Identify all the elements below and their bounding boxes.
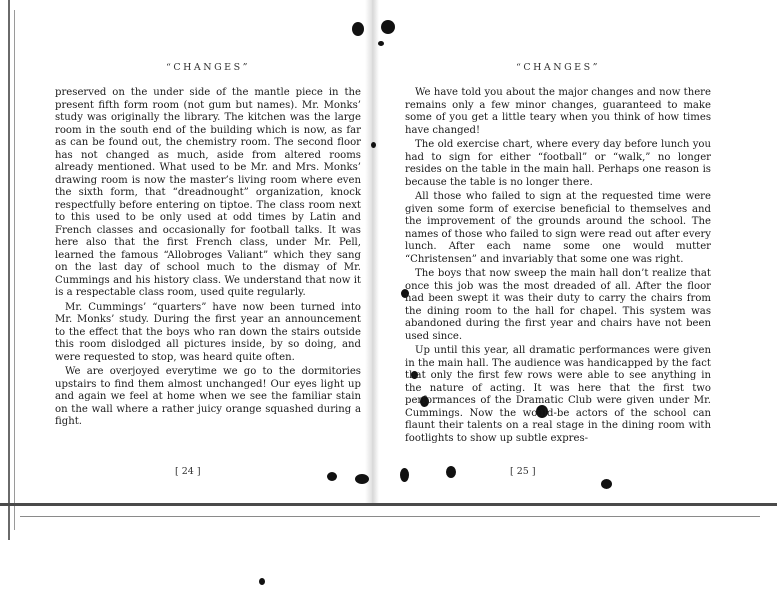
ink-blot (355, 474, 369, 484)
ink-blot (378, 41, 384, 46)
right-page (405, 62, 711, 445)
ink-blot (259, 578, 265, 585)
ink-blot (381, 20, 395, 34)
paragraph: We have told you about the major changes and now there remains only a few minor changes, guaranteed to make some of you get a little teary when you think of how times have changed! (405, 87, 711, 136)
bottom-page-edge (0, 503, 777, 506)
page-number: [ 25 ] (510, 466, 536, 477)
ink-blot (446, 466, 456, 478)
paragraph: The boys that now sweep the main hall don’t realize that once this job was the most dreaded of all. After the floor had been swept it was their duty to carry the chairs from the dining room to the hall for chapel. This system was abandoned during the first year and chairs have not been used since. (405, 268, 711, 342)
book-gutter (365, 0, 379, 505)
paragraph: Mr. Cummings’ “quarters” have now been turned into Mr. Monks’ study. During the first year an announcement to the effect that the boys who ran down the stairs outside this room dislodged all pictures inside, by so doing, and were requested to stop, was heard quite often. (55, 301, 361, 363)
ink-blot (371, 142, 376, 148)
paragraph: preserved on the under side of the mantle piece in the present fifth form room (not gum but names). Mr. Monks’ study was originally the library. The kitchen was the large room in the south end of the building which is now, as far as can be found out, the chemistry room. The second floor has not changed as much, aside from altered rooms already mentioned. What used to be Mr. and Mrs. Monks’ drawing room is now the master’s living room where even the sixth form, that “dreadnought” organization, knock respectfully before entering on tiptoe. The class room next to this used to be only used at odd times by Latin and French classes and occasionally for football talks. It was here also that the first French class, under Mr. Pell, learned the famous “Allobroges Valiant” which they sang on the last day of school much to the dismay of Mr. Cummings and his history class. We understand that now it is a respectable class room, used quite regularly. (55, 87, 361, 298)
book-edge (8, 0, 10, 540)
ink-blot (327, 472, 337, 481)
book-edge-inner (14, 10, 15, 530)
left-page (55, 62, 361, 429)
ink-blot (601, 479, 612, 489)
running-head: “CHANGES” (516, 62, 600, 73)
ink-blot (400, 468, 409, 482)
paragraph: All those who failed to sign at the requested time were given some form of exercise beneficial to themselves and the improvement of the grounds around the school. The names of those who failed to sign were read out after every lunch. After each name some one would mutter “Christensen” and invariably that some one was right. (405, 191, 711, 265)
ink-blot (352, 22, 364, 36)
paragraph: Up until this year, all dramatic performances were given in the main hall. The audience was handicapped by the fact that only the first few rows were able to see anything in the nature of acting. It was here that the first two performances of the Dramatic Club were given under Mr. Cummings. Now the would-be actors of the school can flaunt their talents on a real stage in the dining room with footlights to show up subtle expres- (405, 345, 711, 444)
running-head: “CHANGES” (166, 62, 250, 73)
paragraph: We are overjoyed everytime we go to the dormitories upstairs to find them almost unchanged! Our eyes light up and again we feel at home when we see the familiar stain on the wall where a rather juicy orange squashed during a fight. (55, 366, 361, 427)
paragraph: The old exercise chart, where every day before lunch you had to sign for either “football” or “walk,” no longer resides on the table in the main hall. Perhaps one reason is because the table is no longer there. (405, 139, 711, 188)
page-number: [ 24 ] (175, 466, 201, 477)
bottom-page-edge-inner (20, 516, 760, 517)
